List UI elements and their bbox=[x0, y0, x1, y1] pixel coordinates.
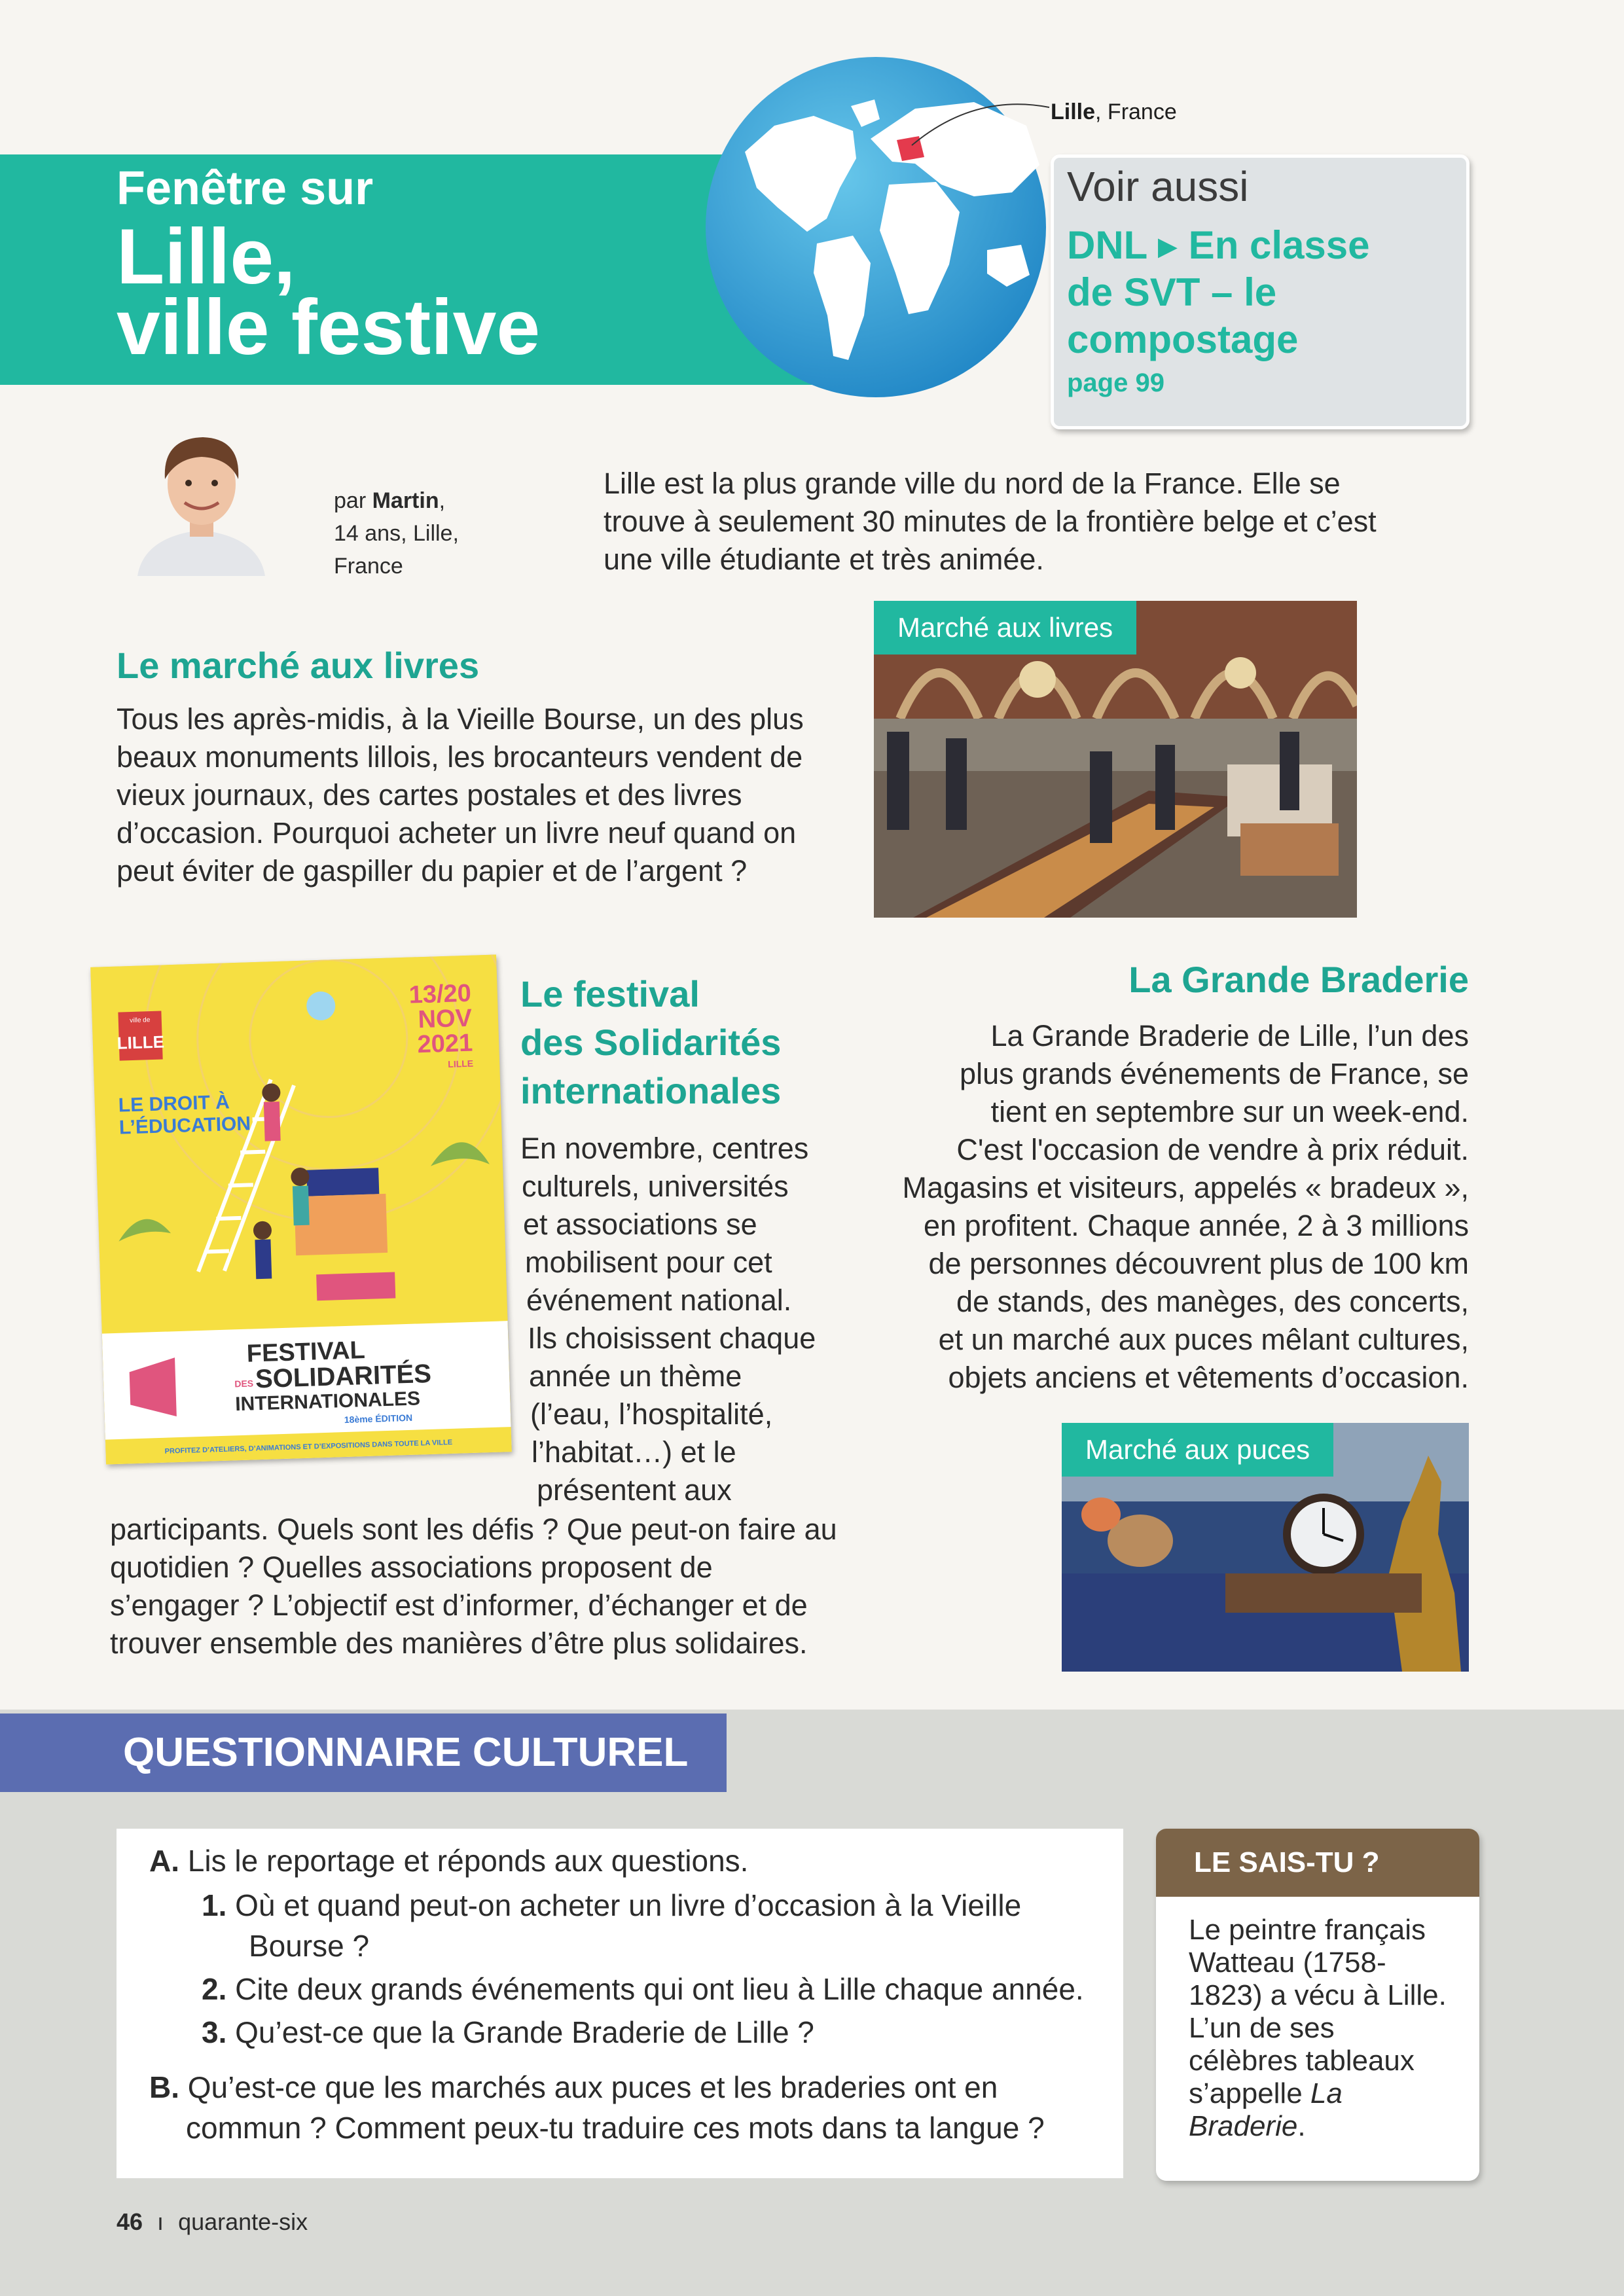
author-age-city: 14 ans, Lille, bbox=[334, 521, 459, 546]
festival-paragraph-end: participants. Quels sont les défis ? Que peut-on faire au quotidien ? Quelles associations proposent de s’engager ? L’objectif est d’informer, d’échanger et de trouver ensemble des manières d’être plus solidaires. bbox=[110, 1513, 837, 1660]
page-title bbox=[117, 213, 541, 371]
braderie-line: en profitent. Chaque année, 2 à 3 millions bbox=[923, 1209, 1469, 1242]
festival-line: année un thème bbox=[529, 1359, 742, 1393]
author-name: Martin bbox=[372, 488, 439, 513]
question-b-line1: Qu’est-ce que les marchés aux puces et les braderies ont en bbox=[187, 2070, 998, 2104]
section-heading-festival bbox=[520, 970, 781, 1115]
braderie-line: plus grands événements de France, se bbox=[960, 1057, 1469, 1090]
see-also-link-line1: DNL ▸ En classe bbox=[1067, 223, 1370, 267]
braderie-line: de stands, des manèges, des concerts, bbox=[956, 1285, 1469, 1318]
see-also-link-line3: compostage bbox=[1067, 317, 1299, 361]
did-you-know-heading: LE SAIS-TU ? bbox=[1156, 1829, 1479, 1897]
poster-dates: 13/20 bbox=[408, 979, 472, 1009]
braderie-paragraph bbox=[851, 1017, 1469, 1397]
festival-heading-line2: des Solidarités bbox=[520, 1022, 782, 1063]
poster-theme-line2: L’ÉDUCATION bbox=[118, 1113, 251, 1139]
page-title-line2: ville festive bbox=[117, 283, 541, 371]
questions-box bbox=[117, 1829, 1123, 2178]
poster-edition: 18ème ÉDITION bbox=[344, 1412, 413, 1426]
poster-solidarites-word: SOLIDARITÉS bbox=[255, 1359, 432, 1394]
braderie-line: C'est l'occasion de vendre à prix réduit. bbox=[956, 1133, 1469, 1166]
poster-internationales-word: INTERNATIONALES bbox=[234, 1388, 421, 1416]
poster-footer: PROFITEZ D’ATELIERS, D’ANIMATIONS ET D’EXPOSITIONS DANS TOUTE LA VILLE bbox=[164, 1438, 453, 1456]
did-you-know-box bbox=[1156, 1829, 1479, 2181]
did-you-know-painting-title: La Braderie bbox=[1189, 2077, 1343, 2142]
globe-country: , France bbox=[1095, 99, 1177, 124]
question-3-num: 3. bbox=[202, 2015, 227, 2049]
question-3-text: Qu’est-ce que la Grande Braderie de Lille ? bbox=[235, 2015, 814, 2049]
braderie-line: objets anciens et vêtements d’occasion. bbox=[948, 1361, 1469, 1394]
question-a bbox=[140, 1840, 1100, 1881]
section-heading-book-market: Le marché aux livres bbox=[117, 645, 480, 686]
question-1-line1: Où et quand peut-on acheter un livre d’occasion à la Vieille bbox=[235, 1888, 1022, 1922]
festival-heading-line3: internationales bbox=[520, 1070, 782, 1111]
author-photo bbox=[131, 419, 272, 576]
see-also-box bbox=[1051, 154, 1470, 429]
see-also-link-line2: de SVT – le bbox=[1067, 270, 1277, 314]
globe-city: Lille bbox=[1051, 99, 1096, 124]
festival-line: mobilisent pour cet bbox=[525, 1246, 772, 1279]
question-b bbox=[140, 2067, 1100, 2108]
poster-month: NOV bbox=[417, 1004, 473, 1034]
question-2 bbox=[140, 1969, 1100, 2009]
author-byline bbox=[334, 484, 484, 583]
photo-label-flea-market: Marché aux puces bbox=[1062, 1423, 1333, 1477]
poster-festival-word: FESTIVAL bbox=[246, 1336, 366, 1368]
festival-line: événement national. bbox=[526, 1283, 792, 1317]
festival-line: présentent aux bbox=[537, 1473, 732, 1507]
globe-icon bbox=[699, 54, 1053, 401]
author-country: France bbox=[334, 554, 403, 579]
see-also-page: page 99 bbox=[1067, 368, 1164, 397]
questionnaire-title: QUESTIONNAIRE CULTUREL bbox=[123, 1730, 689, 1775]
did-you-know-text-end: . bbox=[1297, 2110, 1306, 2142]
question-2-text: Cite deux grands événements qui ont lieu à Lille chaque année. bbox=[235, 1972, 1084, 2006]
festival-line: Ils choisissent chaque bbox=[528, 1321, 816, 1355]
festival-line: et associations se bbox=[523, 1208, 757, 1241]
festival-line: l’habitat…) et le bbox=[532, 1435, 736, 1469]
question-b-line2: commun ? Comment peux-tu traduire ces mots dans ta langue ? bbox=[186, 2111, 1045, 2145]
photo-flea-market bbox=[1062, 1423, 1469, 1672]
did-you-know-text bbox=[1156, 1897, 1479, 2160]
question-b-label: B. bbox=[149, 2070, 179, 2104]
festival-paragraph-wrap bbox=[520, 1130, 861, 1509]
page-footer bbox=[117, 2208, 308, 2236]
see-also-heading: Voir aussi bbox=[1067, 163, 1249, 210]
book-market-paragraph: Tous les après-midis, à la Vieille Bourse, un des plus beaux monuments lillois, les brocanteurs vendent de vieux journaux, des cartes postales et des livres d’occasion. Pourquoi acheter un livre neuf quand on peut éviter de gaspiller du papier et de l’argent ? bbox=[117, 702, 804, 888]
poster-logo-top: ville de bbox=[130, 1016, 151, 1025]
question-a-label: A. bbox=[149, 1844, 179, 1878]
festival-line: (l’eau, l’hospitalité, bbox=[530, 1397, 773, 1431]
question-3 bbox=[140, 2012, 1100, 2053]
section-heading-braderie: La Grande Braderie bbox=[1128, 959, 1469, 1000]
braderie-line: tient en septembre sur un week-end. bbox=[990, 1095, 1469, 1128]
festival-line: En novembre, centres bbox=[520, 1132, 809, 1165]
page-number: 46 bbox=[117, 2208, 143, 2235]
poster-logo-text: LILLE bbox=[117, 1031, 165, 1053]
page-separator: ı bbox=[157, 2208, 164, 2235]
poster-des-word: DES bbox=[234, 1378, 254, 1390]
braderie-line: La Grande Braderie de Lille, l’un des bbox=[990, 1019, 1469, 1052]
braderie-line: Magasins et visiteurs, appelés « bradeux », bbox=[902, 1171, 1469, 1204]
poster-year: 2021 bbox=[416, 1029, 473, 1059]
braderie-line: de personnes découvrent plus de 100 km bbox=[928, 1247, 1469, 1280]
photo-book-market bbox=[874, 601, 1357, 918]
question-2-num: 2. bbox=[202, 1972, 227, 2006]
photo-label-book-market: Marché aux livres bbox=[874, 601, 1136, 655]
festival-line: culturels, universités bbox=[522, 1170, 789, 1203]
title-kicker: Fenêtre sur bbox=[117, 162, 374, 215]
page-number-words: quarante-six bbox=[178, 2208, 308, 2235]
question-1-line2: Bourse ? bbox=[249, 1929, 370, 1963]
author-suffix: , bbox=[439, 488, 446, 513]
intro-paragraph: Lille est la plus grande ville du nord de la France. Elle se trouve à seulement 30 minutes de la frontière belge et c’est une ville étudiante et très animée. bbox=[604, 467, 1377, 576]
poster-city: LILLE bbox=[447, 1058, 474, 1069]
question-1 bbox=[140, 1885, 1100, 1926]
globe-label bbox=[1051, 99, 1177, 125]
question-1-num: 1. bbox=[202, 1888, 227, 1922]
festival-poster bbox=[90, 954, 512, 1464]
author-prefix: par bbox=[334, 488, 372, 513]
braderie-line: et un marché aux puces mêlant cultures, bbox=[938, 1323, 1469, 1356]
poster-image bbox=[90, 954, 512, 1464]
see-also-link[interactable] bbox=[1067, 222, 1453, 363]
did-you-know-text-main: Le peintre français Watteau (1758-1823) a vécu à Lille. L’un de ses célèbres tableaux s’appelle bbox=[1189, 1914, 1447, 2109]
poster-theme-line1: LE DROIT À bbox=[118, 1091, 230, 1117]
festival-heading-line1: Le festival bbox=[520, 973, 700, 1014]
page-title-line1: Lille, bbox=[117, 213, 296, 300]
question-a-text: Lis le reportage et réponds aux questions. bbox=[187, 1844, 749, 1878]
